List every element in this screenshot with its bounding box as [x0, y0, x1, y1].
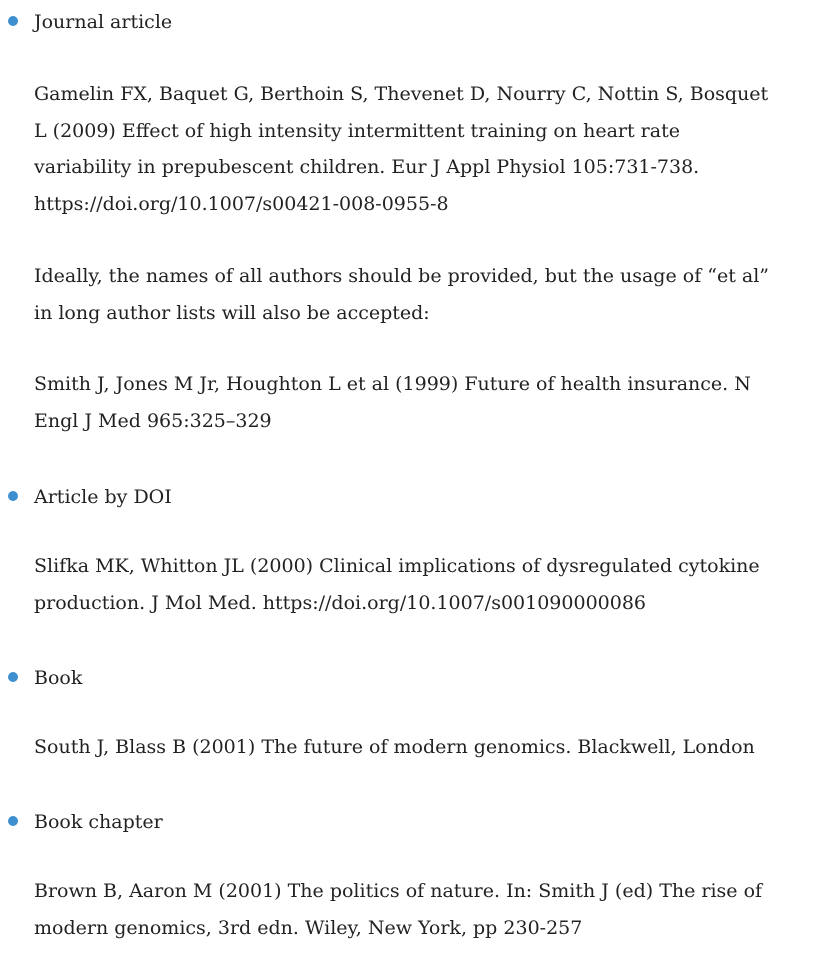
- section-heading: Journal article: [34, 11, 173, 33]
- bullet-dot-icon: [8, 672, 18, 682]
- paragraph-line: Ideally, the names of all authors should be provided, but the usage of “et al”: [34, 265, 770, 287]
- reference-example-paragraph: [34, 76, 824, 222]
- paragraph-line: L (2009) Effect of high intensity intermittent training on heart rate: [34, 119, 680, 142]
- reference-example-paragraph: [34, 548, 824, 621]
- bullet-dot-icon: [8, 16, 18, 26]
- bullet-item-journal-article: [0, 0, 839, 36]
- bullet-item-book: [0, 656, 839, 692]
- paragraph-line: Engl J Med 965:325–329: [34, 409, 272, 432]
- paragraph-line: Gamelin FX, Baquet G, Berthoin S, Thevenet D, Nourry C, Nottin S, Bosquet: [34, 83, 769, 105]
- section-heading: Article by DOI: [34, 486, 172, 508]
- reference-example-paragraph: [34, 873, 824, 946]
- paragraph-line: Brown B, Aaron M (2001) The politics of nature. In: Smith J (ed) The rise of: [34, 880, 763, 902]
- paragraph-line: production. J Mol Med. https://doi.org/10.1007/s001090000086: [34, 591, 647, 614]
- reference-example-paragraph: [34, 729, 824, 766]
- section-heading: Book chapter: [34, 811, 163, 833]
- paragraph-line: in long author lists will also be accepted:: [34, 301, 430, 324]
- paragraph-line: modern genomics, 3rd edn. Wiley, New York, pp 230-257: [34, 916, 583, 939]
- paragraph-line: variability in prepubescent children. Eur J Appl Physiol 105:731-738.: [34, 156, 700, 178]
- bullet-item-article-by-doi: [0, 475, 839, 511]
- guidance-paragraph: [34, 258, 824, 331]
- bullet-dot-icon: [8, 816, 18, 826]
- bullet-item-book-chapter: [0, 800, 839, 836]
- paragraph-line: Smith J, Jones M Jr, Houghton L et al (1999) Future of health insurance. N: [34, 373, 751, 395]
- reference-example-paragraph: [34, 366, 824, 439]
- bullet-dot-icon: [8, 491, 18, 501]
- paragraph-line: South J, Blass B (2001) The future of modern genomics. Blackwell, London: [34, 736, 755, 758]
- section-heading: Book: [34, 667, 83, 689]
- paragraph-line: https://doi.org/10.1007/s00421-008-0955-8: [34, 192, 449, 215]
- paragraph-line: Slifka MK, Whitton JL (2000) Clinical implications of dysregulated cytokine: [34, 555, 760, 577]
